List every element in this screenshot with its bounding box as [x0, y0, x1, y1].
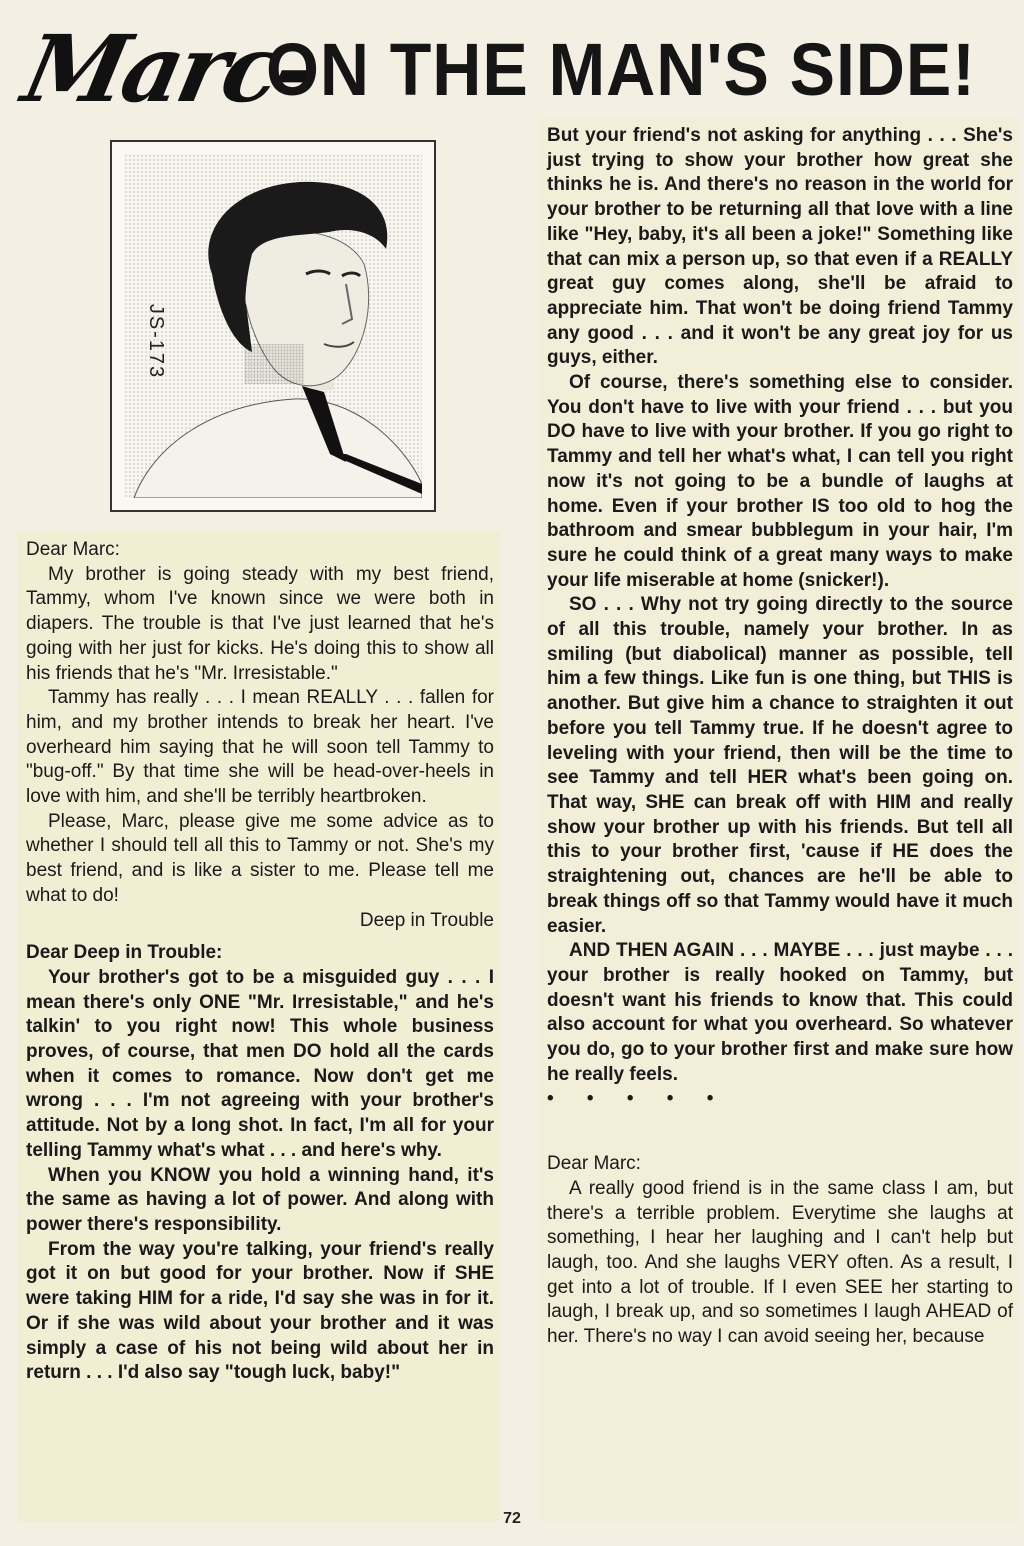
reply-paragraph: When you KNOW you hold a winning hand, it's the same as having a lot of power. And along with power there's responsibility.	[26, 1164, 494, 1235]
section-separator: • • • • •	[547, 1088, 728, 1110]
letter-paragraph: My brother is going steady with my best friend, Tammy, whom I've known since we were both in diapers. The trouble is that I've just learned that he's going with her just for kicks. He's doing this to show all his friends that he's "Mr. Irresistable."	[26, 563, 494, 684]
page-number: 72	[503, 1510, 521, 1527]
photo-code-label: JS-173	[145, 303, 168, 380]
reply-paragraph: From the way you're talking, your friend's really got it on but good for your brother. Now if SHE were taking HIM for a ride, I'd say she was in for it. Or if she was wild about your brother and it was simply a case of his not being wild about her in return . . . I'd also say "tough luck, baby!"	[26, 1238, 494, 1384]
reply-paragraph: SO . . . Why not try going directly to the source of all this trouble, namely your brother. In as smiling (but diabolical) manner as possible, tell him a few things. Like fun is one thing, but THIS is another. But give him a chance to straighten it out before you tell Tammy true. If he doesn't agree to leveling with your friend, then will be the time to see Tammy and tell HER what's been going on. That way, SHE can break off with HIM and really show your brother up with his friends. But tell all this to your brother first, 'cause if HE does the straightening out, chances are he'll be able to break things off so that Tammy would have it much easier.	[547, 594, 1013, 937]
reply-paragraph: Your brother's got to be a misguided guy . . . I mean there's only ONE "Mr. Irresistable," and he's talkin' to you right now! This whole business proves, of course, that men DO hold all the cards when it comes to romance. Now don't get me wrong . . . I'm not agreeing with your brother's attitude. Not by a long shot. In fact, I'm all for your telling Tammy what's what . . . and here's why.	[26, 966, 494, 1161]
reply-paragraph: But your friend's not asking for anything . . . She's just trying to show your brother how great she thinks he is. And there's no reason in the world for your brother to be returning all that love with a line like "Hey, baby, it's all been a joke!" Something like that can mix a person up, so that even if a REALLY great guy comes along, she'll be afraid to appreciate him. That won't be doing friend Tammy any good . . . and it won't be any great joy for us guys, either.	[547, 125, 1013, 369]
letter-signature: Deep in Trouble	[359, 909, 494, 931]
reply-block	[26, 941, 494, 1386]
page-title: ON THE MAN'S SIDE!	[266, 28, 976, 111]
portrait-photo	[110, 140, 436, 512]
letter-salutation: Dear Marc:	[26, 539, 120, 560]
masthead	[14, 10, 1018, 128]
letter-paragraph: Please, Marc, please give me some advice as to whether I should tell all this to Tammy or not. She's my best friend, and is like a sister to me. Please tell me what to do!	[26, 810, 494, 906]
photo-image	[124, 154, 422, 498]
script-name-logo: Marc-	[14, 15, 322, 123]
reply-paragraph: Of course, there's something else to consider. You don't have to live with your friend . . . but you DO have to live with your brother. If you go right to Tammy and tell her what's what, I can tell you right now it's not going to be a bundle of laughs at home. Even if your brother IS too old to hog the bathroom and smear bubblegum in your hair, I'm sure he could think of a great many ways to make your life miserable at home (snicker!).	[547, 372, 1013, 591]
letter-salutation: Dear Marc:	[547, 1153, 641, 1175]
reply-salutation: Dear Deep in Trouble:	[26, 942, 223, 964]
letter-paragraph: A really good friend is in the same class I am, but there's a terrible problem. Everytime she laughs at something, I hear her laughing and I can't help but laugh, too. And she laughs VERY often. As a result, I get into a lot of trouble. If I even SEE her starting to laugh, I break up, and so sometimes I laugh AHEAD of her. There's no way I can avoid seeing her, because	[547, 1177, 1013, 1348]
reply-paragraph: AND THEN AGAIN . . . MAYBE . . . just maybe . . . your brother is really hooked on Tammy, but doesn't want his friends to know that. This could also account for what you overheard. So whatever you do, go to your brother first and make sure how he really feels.	[547, 940, 1013, 1085]
portrait-illustration	[124, 154, 422, 498]
right-column	[547, 124, 1013, 1350]
reply-continuation	[547, 124, 1013, 1112]
letter-paragraph: Tammy has really . . . I mean REALLY . . . fallen for him, and my brother intends to break her heart. I've overheard him saying that he will soon tell Tammy to "bug-off." By that time she will be head-over-heels in love with him, and she'll be terribly heartbroken.	[26, 687, 494, 808]
left-column	[26, 538, 494, 1386]
